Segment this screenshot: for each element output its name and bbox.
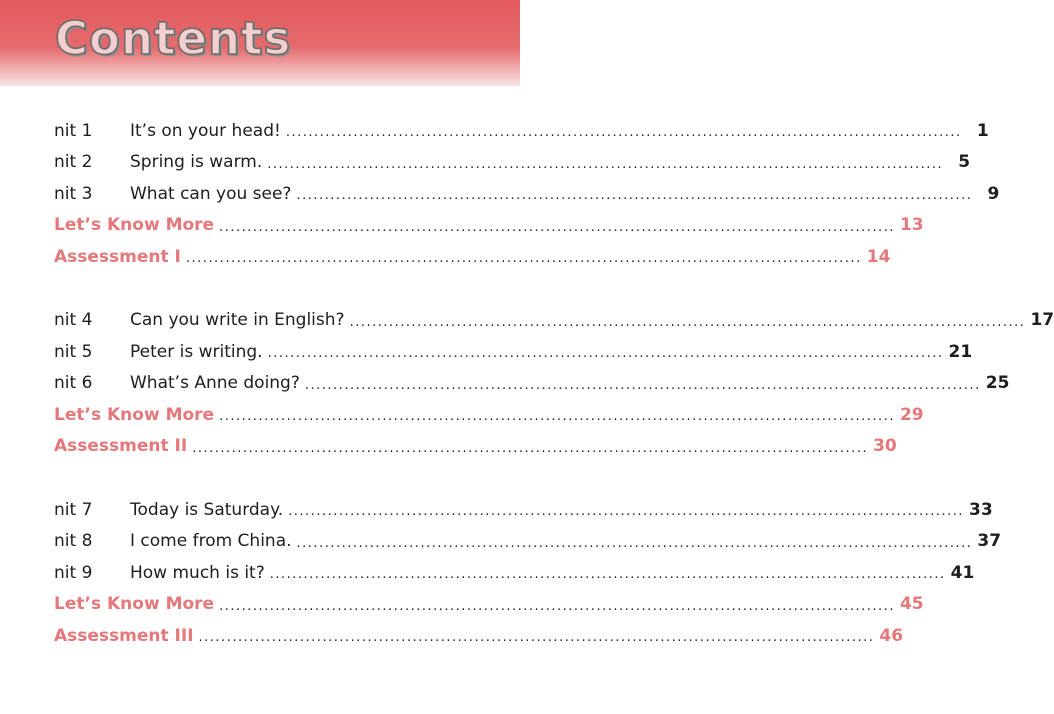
unit-title: Spring is warm.	[130, 152, 263, 173]
toc-group	[54, 494, 1002, 652]
page-number: 9	[987, 183, 1000, 204]
extra-title: Assessment II	[54, 436, 188, 457]
unit-label: nit 3	[54, 183, 93, 204]
page-number: 1	[976, 120, 989, 141]
dot-leader: ........................................................................................................................	[192, 440, 869, 456]
unit-label: nit 2	[54, 152, 93, 173]
page-number: 13	[899, 215, 924, 236]
unit-label: nit 5	[54, 341, 93, 362]
unit-title: Can you write in English?	[130, 310, 345, 331]
dot-leader: ........................................................................................................................	[219, 598, 895, 614]
toc-row-unit[interactable]	[54, 305, 1054, 337]
dot-leader: ........................................................................................................................	[296, 188, 973, 204]
page-number: 25	[985, 373, 1010, 394]
dot-leader: ........................................................................................................................	[267, 156, 944, 172]
page-title: Contents	[55, 12, 292, 65]
dot-leader: ........................................................................................................................	[304, 377, 981, 393]
unit-label: nit 9	[54, 562, 93, 583]
extra-title: Let’s Know More	[54, 594, 215, 615]
dot-leader: ........................................................................................................................	[219, 409, 895, 425]
unit-label: nit 6	[54, 373, 93, 394]
page-number: 41	[950, 562, 975, 583]
page-number: 46	[879, 625, 904, 646]
toc-row-unit[interactable]	[54, 115, 989, 147]
toc-group	[54, 305, 1054, 463]
unit-label: nit 8	[54, 531, 93, 552]
unit-label: nit 1	[54, 120, 93, 141]
page-number: 30	[873, 436, 897, 457]
unit-title: What can you see?	[130, 183, 292, 204]
toc-group	[54, 115, 1000, 273]
dot-leader: ........................................................................................................................	[349, 314, 1026, 330]
page-number: 29	[899, 404, 924, 425]
unit-title: Today is Saturday.	[130, 499, 284, 520]
table-of-contents	[54, 115, 1054, 684]
toc-row-unit[interactable]	[54, 557, 975, 589]
dot-leader: ........................................................................................................................	[288, 504, 965, 520]
toc-row-lets-know-more[interactable]	[54, 210, 924, 242]
dot-leader: ........................................................................................................................	[269, 567, 946, 583]
toc-row-unit[interactable]	[54, 494, 993, 526]
toc-row-assessment[interactable]	[54, 620, 904, 652]
toc-row-unit[interactable]	[54, 526, 1002, 558]
dot-leader: ........................................................................................................................	[267, 346, 944, 362]
unit-title: Peter is writing.	[130, 341, 263, 362]
toc-row-lets-know-more[interactable]	[54, 589, 924, 621]
extra-title: Assessment III	[54, 625, 194, 646]
unit-title: I come from China.	[130, 531, 292, 552]
toc-row-unit[interactable]	[54, 178, 1000, 210]
toc-row-unit[interactable]	[54, 336, 973, 368]
toc-row-unit[interactable]	[54, 147, 971, 179]
page-number: 5	[958, 152, 971, 173]
page-number: 21	[948, 341, 973, 362]
unit-label: nit 7	[54, 499, 93, 520]
dot-leader: ........................................................................................................................	[296, 535, 973, 551]
header-band	[0, 0, 520, 86]
dot-leader: ........................................................................................................................	[285, 125, 962, 141]
toc-row-assessment[interactable]	[54, 431, 897, 463]
unit-label: nit 4	[54, 310, 93, 331]
dot-leader: ........................................................................................................................	[219, 219, 895, 235]
page-number: 37	[977, 531, 1002, 552]
extra-title: Assessment I	[54, 246, 181, 267]
unit-title: What’s Anne doing?	[130, 373, 300, 394]
page-number: 14	[866, 246, 891, 267]
extra-title: Let’s Know More	[54, 404, 215, 425]
unit-title: It’s on your head!	[130, 120, 281, 141]
extra-title: Let’s Know More	[54, 215, 215, 236]
toc-row-unit[interactable]	[54, 368, 1010, 400]
page-number: 45	[899, 594, 924, 615]
page-number: 33	[969, 499, 993, 520]
toc-row-assessment[interactable]	[54, 241, 891, 273]
toc-row-lets-know-more[interactable]	[54, 399, 924, 431]
dot-leader: ........................................................................................................................	[185, 251, 862, 267]
page-number: 17	[1030, 310, 1054, 331]
unit-title: How much is it?	[130, 562, 265, 583]
dot-leader: ........................................................................................................................	[198, 630, 875, 646]
